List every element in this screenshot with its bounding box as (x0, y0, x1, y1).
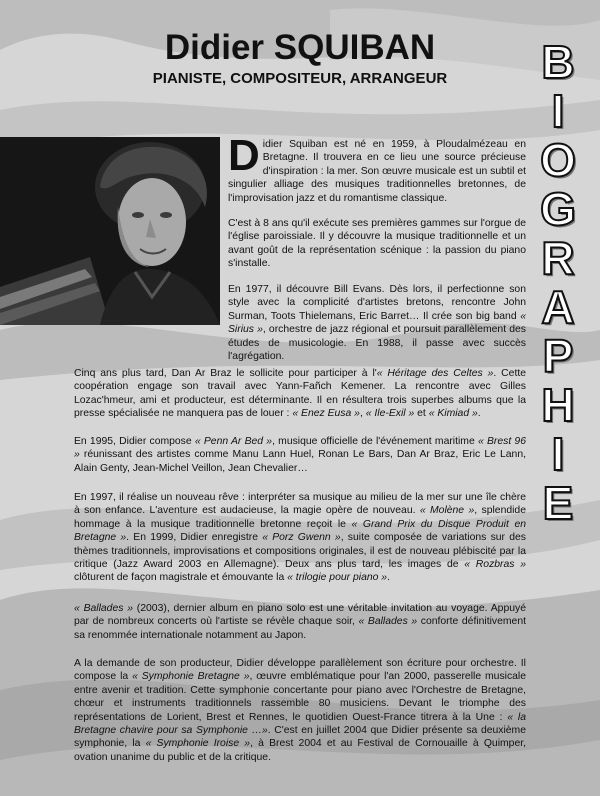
paragraph-text: . (477, 408, 481, 420)
bio-paragraph-1 (228, 131, 526, 205)
paragraph-text: clôturent de façon magistrale et émouvante la (74, 572, 288, 584)
work-title: « Penn Ar Bed » (194, 436, 273, 447)
work-title: « Symphonie Bretagne » (132, 671, 250, 683)
headline-quote: « la Bretagne chavire pour sa Symphonie …» (74, 711, 526, 737)
paragraph-text: (2003), dernier album en piano solo est une véritable invitation au voyage. Appuyé par de nombreux concerts où l'artiste se révèle chaque soir, (74, 603, 526, 628)
album-title: « Kimiad » (428, 408, 478, 420)
biographie-vertical-heading (534, 38, 582, 528)
album-title: « Molène » (419, 505, 475, 517)
vertical-letter: H (541, 379, 575, 431)
paragraph-text: , musique officielle de l'événement maritime (272, 436, 478, 447)
album-title: « Sirius » (228, 310, 526, 336)
work-title: « trilogie pour piano » (287, 572, 388, 584)
paragraph-text: A la demande de son producteur, Didier développe parallèlement son écriture pour orchestre. Il compose la (74, 658, 526, 683)
award-title: « Grand Prix du Disque Produit en Bretagne » (74, 518, 526, 544)
album-title: « Ballades » (74, 603, 133, 614)
vertical-letter: G (540, 183, 576, 235)
paragraph-text: , orchestre de jazz régional et poursuit parallèlement des études de musicologie. En 1988, il passe avec succès l'agrégation. (228, 324, 526, 363)
paragraph-text: En 1995, Didier compose (74, 436, 195, 447)
paragraph-text: . Cette coopération engage son travail avec Yann-Fañch Kemener. La rencontre avec Gilles Lozac'hmeur, ami et producteur, est déterminante. Il en résultera trois superbes albums que la presse spécialisée ne manquera pas de louer : (74, 368, 526, 420)
album-title: « Enez Eusa » (292, 408, 360, 420)
event-title: « Brest 96 » (74, 436, 526, 461)
vertical-letter: O (540, 134, 576, 186)
vertical-letter: A (541, 281, 575, 333)
paragraph-text: conforte définitivement sa renommée internationale notamment au Japon. (74, 616, 526, 641)
paragraph-text: En 1977, il découvre Bill Evans. Dès lors, il perfectionne son style avec la complicité d'artistes bretons, rencontre John Surman, Toots Thielemans, Eric Barret… Il crée son big band (228, 284, 526, 322)
bio-paragraph-3 (228, 283, 526, 363)
portrait-photo (0, 137, 220, 325)
page-title: Didier SQUIBAN (164, 28, 436, 67)
album-title: « Rozbras » (464, 559, 526, 571)
bio-paragraph-8 (74, 657, 526, 764)
paragraph-text: , (359, 408, 366, 420)
vertical-letter: I (551, 85, 565, 137)
page-subtitle: PIANISTE, COMPOSITEUR, ARRANGEUR (152, 70, 448, 87)
vertical-letter: R (541, 232, 575, 284)
drop-cap: D (228, 131, 260, 180)
paragraph-text: , splendide hommage à la musique traditionnelle bretonne reçoit le (74, 505, 526, 530)
album-title: « Porz Gwenn » (262, 532, 341, 544)
album-title: « Ballades » (358, 616, 418, 628)
paragraph-text: réunissant des artistes comme Manu Lann Huel, Ronan Le Bars, Dan Ar Braz, Eric Le Lann, Alain Genty, Jean-Michel Veillon, Jean Chevalier… (74, 449, 526, 474)
bio-paragraph-2: C'est à 8 ans qu'il exécute ses premières gammes sur l'orgue de l'église paroissiale. Il y découvre la musique traditionnelle et un avant goût de la représentation scénique : la passion du piano s'installe. (228, 218, 526, 270)
paragraph-text: . En 1999, Didier enregistre (126, 532, 263, 544)
paragraph-text: et (414, 408, 429, 420)
paragraph-text: , à Brest 2004 et au Festival de Cornouaille à Quimper, ovation unanime du public et de la critique. (74, 738, 526, 763)
work-title: « Héritage des Celtes » (376, 368, 494, 379)
paragraph-text: En 1997, il réalise un nouveau rêve : interpréter sa musique au milieu de la mer sur une île chère à son enfance. L'aventure est audacieuse, la magie opère de nouveau. (74, 492, 526, 517)
vertical-letter: B (541, 36, 575, 88)
bio-paragraph-6 (74, 491, 526, 585)
paragraph-text: idier Squiban est né en 1959, à Ploudalmézeau en Bretagne. Il trouvera en ce lieu une source précieuse d'inspiration : la mer. Son œuvre musicale est un subtil et singulier alliage des musiques traditionnelles bretonnes, de l'improvisation jazz et du romantisme classique. (228, 139, 526, 204)
bio-paragraph-5 (74, 435, 526, 475)
vertical-letter: E (542, 477, 574, 529)
paragraph-text: . C'est en juillet 2004 que Didier présente sa deuxième symphonie, la (74, 725, 526, 750)
paragraph-text: , œuvre emblématique pour l'an 2000, passerelle musicale entre avenir et tradition. Cette symphonie concertante pour piano avec l'Orchestre de Bretagne, chœur et instruments traditionnels rassemble 80 musiciens. Devant le triomphe des représentations de Lorient, Brest et Rennes, le quotidien Ouest-France titrera à la Une : (74, 671, 527, 723)
vertical-letter: I (551, 428, 565, 480)
work-title: « Symphonie Iroise » (145, 738, 251, 750)
vertical-letter: P (542, 330, 574, 382)
album-title: « Ile-Exil » (365, 408, 415, 420)
bio-paragraph-7 (74, 602, 526, 642)
bio-paragraph-4 (74, 367, 526, 421)
paragraph-text: , suite composée de variations sur des thèmes traditionnels, improvisations et compositions originales, il est de nouveau plébiscité par la critique (Jazz Award 2003 en Allemagne). Deux ans plus tard, les images de (74, 532, 526, 571)
paragraph-text: Cinq ans plus tard, Dan Ar Braz le sollicite pour participer à l' (74, 368, 377, 379)
paragraph-text: . (387, 572, 390, 584)
